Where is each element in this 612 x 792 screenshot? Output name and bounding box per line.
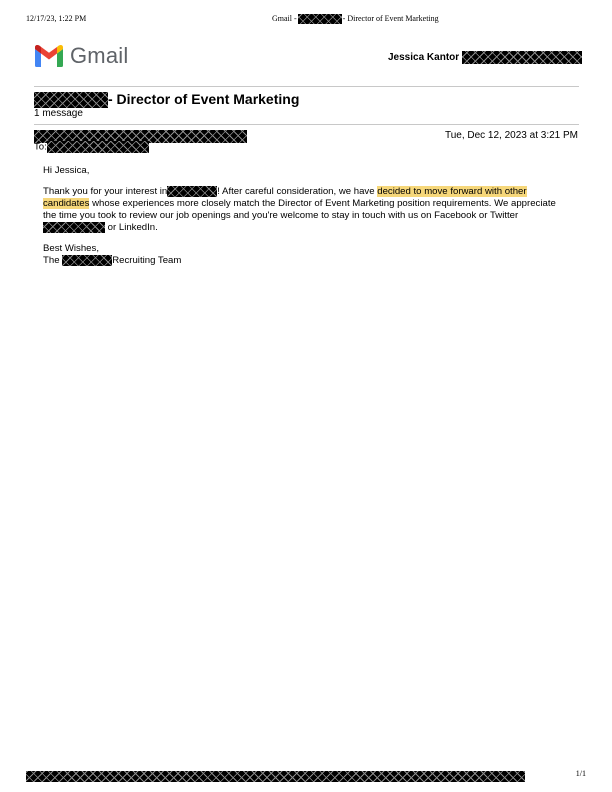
divider	[34, 124, 579, 125]
print-date: 12/17/23, 1:22 PM	[26, 14, 87, 23]
highlighted-text: decided to move forward with other candidates	[43, 186, 527, 210]
greeting: Hi Jessica,	[43, 165, 90, 176]
signature	[43, 255, 181, 267]
redacted-link	[43, 222, 105, 233]
signoff: Best Wishes,	[43, 243, 99, 254]
signature-team: Recruiting Team	[112, 255, 182, 267]
print-title-suffix: - Director of Event Marketing	[342, 14, 439, 23]
paragraph-text: whose experiences more closely match the Director of Event Marketing position requirements. We appreciate the time you took to review our job openings and you're welcome to stay in touch with us on Facebook or Twitter	[43, 198, 556, 222]
divider	[34, 86, 579, 87]
subject-text: - Director of Event Marketing	[108, 91, 300, 107]
thread-subject	[34, 91, 299, 108]
message-date: Tue, Dec 12, 2023 at 3:21 PM	[444, 130, 578, 141]
redacted-company	[62, 255, 112, 266]
message-paragraph	[43, 186, 571, 234]
print-title-prefix: Gmail -	[272, 14, 297, 23]
recipient-line	[34, 141, 149, 153]
account-name: Jessica Kantor	[388, 52, 460, 64]
to-label: To:	[34, 141, 47, 153]
redacted-company	[34, 92, 108, 108]
redacted-url	[26, 771, 525, 782]
print-title	[272, 14, 439, 24]
paragraph-text: or LinkedIn.	[107, 222, 158, 234]
redacted-company	[167, 186, 217, 197]
message-count: 1 message	[34, 108, 83, 119]
redacted-company	[298, 14, 342, 24]
footer-url	[26, 768, 525, 786]
redacted-recipient	[47, 141, 149, 153]
redacted-email	[462, 51, 582, 64]
paragraph-text: Thank you for your interest in	[43, 186, 168, 198]
gmail-wordmark: Gmail	[70, 43, 129, 68]
gmail-m-icon	[33, 44, 65, 68]
paragraph-text: ! After careful consideration, we have	[217, 186, 375, 198]
signature-the: The	[43, 255, 60, 267]
account-line	[388, 51, 582, 64]
page-number: 1/1	[575, 769, 586, 778]
